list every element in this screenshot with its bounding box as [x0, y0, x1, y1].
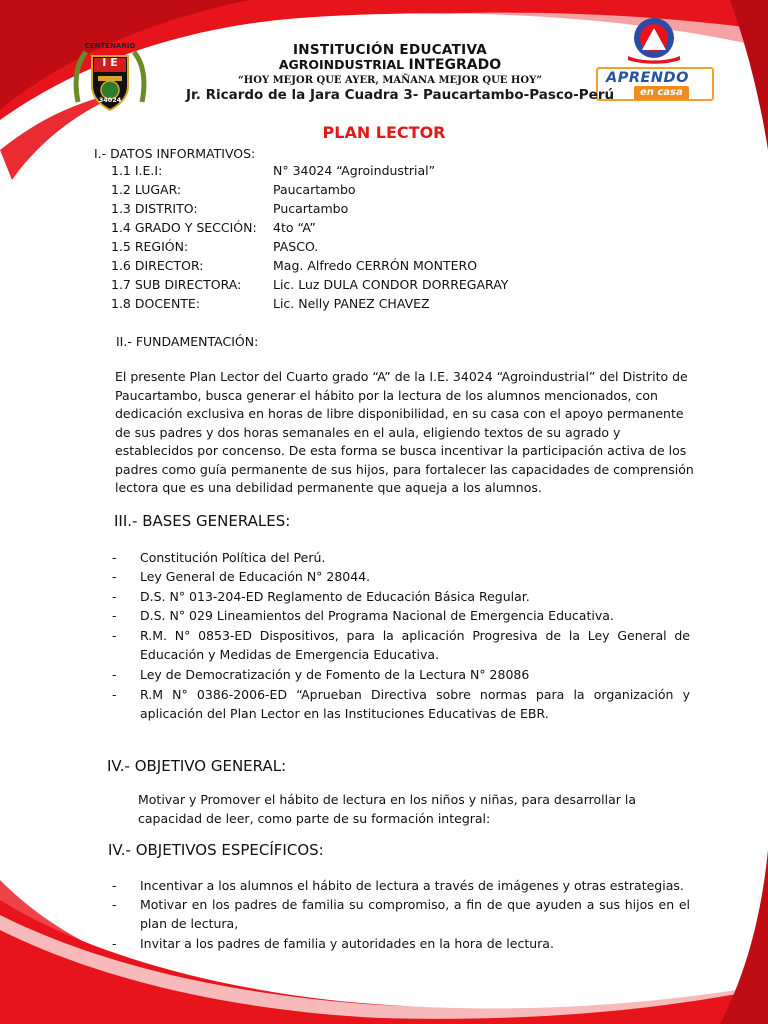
- list-item: [112, 895, 692, 934]
- list-item: [112, 685, 692, 724]
- list-dash: -: [112, 687, 117, 702]
- datos-value: PASCO.: [273, 239, 319, 254]
- objetivo-general-paragraph: [138, 791, 698, 828]
- list-item-text: Incentivar a los alumnos el hábito de lectura a través de imágenes y otras estrategias.: [140, 878, 684, 893]
- fundamentacion-heading: II.- FUNDAMENTACIÓN:: [116, 334, 259, 349]
- paragraph-line: El presente Plan Lector del Cuarto grado “A” de la I.E. 34024 “Agroindustrial” del Distrito de: [115, 369, 688, 384]
- paragraph-line: Motivar y Promover el hábito de lectura en los niños y niñas, para desarrollar la: [138, 792, 636, 807]
- logo-letters: I E: [102, 56, 118, 69]
- list-item: [112, 626, 692, 665]
- datos-row: [111, 258, 591, 277]
- paragraph-line: Paucartambo, busca generar el hábito por la lectura de los alumnos mencionados, con: [115, 387, 658, 403]
- document-title: PLAN LECTOR: [322, 123, 446, 142]
- list-dash: -: [112, 589, 117, 604]
- datos-row: [111, 163, 591, 182]
- datos-row: [111, 239, 591, 258]
- list-item-text: Ley General de Educación N° 28044.: [140, 569, 371, 584]
- datos-row: [111, 277, 591, 296]
- en-casa-tag: en casa: [634, 86, 689, 100]
- datos-row: [111, 296, 591, 315]
- aprendo-word: APRENDO: [606, 70, 689, 86]
- list-item: [112, 587, 692, 606]
- list-item-text: Constitución Política del Perú.: [140, 550, 326, 565]
- list-item: [112, 567, 692, 587]
- list-dash: -: [112, 628, 117, 643]
- bases-list: [112, 548, 692, 724]
- list-item: [112, 548, 692, 567]
- objetivos-especificos-heading: IV.- OBJETIVOS ESPECÍFICOS:: [108, 841, 324, 859]
- logo-number: 34024: [98, 96, 122, 104]
- datos-label: 1.1 I.E.I:: [111, 163, 163, 178]
- institution-motto: “HOY MEJOR QUE AYER, MAÑANA MEJOR QUE HOY”: [238, 75, 542, 86]
- list-dash: -: [112, 667, 117, 682]
- list-dash: -: [112, 897, 117, 912]
- datos-heading: I.- DATOS INFORMATIVOS:: [94, 146, 256, 161]
- list-item-text: Invitar a los padres de familia y autoridades en la hora de lectura.: [140, 936, 554, 951]
- list-dash: -: [112, 550, 117, 565]
- datos-label: 1.7 SUB DIRECTORA:: [111, 277, 242, 292]
- datos-label: 1.2 LUGAR:: [111, 182, 182, 197]
- datos-label: 1.3 DISTRITO:: [111, 201, 198, 216]
- datos-value: Paucartambo: [273, 182, 356, 197]
- datos-row: [111, 201, 591, 220]
- objetivo-general-heading: IV.- OBJETIVO GENERAL:: [107, 757, 287, 775]
- datos-label: 1.6 DIRECTOR:: [111, 258, 204, 273]
- paragraph-line: establecidos por concenso. De esta forma se busca incentivar la participación activa de los: [115, 443, 687, 458]
- list-item: [112, 876, 692, 895]
- datos-label: 1.4 GRADO Y SECCIÓN:: [111, 220, 257, 235]
- paragraph-line: padres como guía permanente de sus hijos, para fortalecer las capacidades de comprensión: [115, 461, 694, 477]
- datos-value: 4to “A”: [273, 220, 316, 235]
- datos-label: 1.5 REGIÓN:: [111, 239, 189, 254]
- objetivos-especificos-list: [112, 876, 692, 953]
- datos-value: N° 34024 “Agroindustrial”: [273, 163, 436, 178]
- list-item-text: D.S. N° 013-204-ED Reglamento de Educación Básica Regular.: [140, 589, 530, 604]
- datos-value: Pucartambo: [273, 201, 349, 216]
- emblem-logo: [622, 16, 686, 64]
- list-item-text: R.M. N° 0853-ED Dispositivos, para la aplicación Progresiva de la Ley General de Educación y Medidas de Emergencia Educativa.: [140, 628, 690, 662]
- list-dash: -: [112, 936, 117, 951]
- bases-heading: III.- BASES GENERALES:: [114, 512, 291, 530]
- institution-address: Jr. Ricardo de la Jara Cuadra 3- Paucartambo-Pasco-Perú: [186, 87, 615, 103]
- institution-name: INSTITUCIÓN EDUCATIVA: [292, 42, 488, 58]
- datos-value: Lic. Nelly PANEZ CHAVEZ: [273, 296, 430, 311]
- datos-value: Mag. Alfredo CERRÓN MONTERO: [273, 258, 478, 273]
- list-item-text: Ley de Democratización y de Fomento de la Lectura N° 28086: [140, 667, 530, 682]
- institution-subtitle-small: AGROINDUSTRIAL: [278, 57, 405, 72]
- logo-centenario-text: CENTENARIO: [84, 42, 136, 50]
- datos-label: 1.8 DOCENTE:: [111, 296, 201, 311]
- datos-table: [111, 163, 591, 315]
- list-dash: -: [112, 878, 117, 893]
- list-item: [112, 606, 692, 626]
- list-dash: -: [112, 608, 117, 623]
- paragraph-line: capacidad de leer, como parte de su formación integral:: [138, 810, 491, 826]
- list-item-text: Motivar en los padres de familia su compromiso, a fin de que ayuden a sus hijos en el plan de lectura,: [140, 897, 690, 931]
- datos-row: [111, 220, 591, 239]
- institution-subtitle-big: INTEGRADO: [408, 57, 502, 73]
- paragraph-line: lectora que es una debilidad permanente que aqueja a los alumnos.: [115, 480, 542, 495]
- paragraph-line: de sus padres y dos horas semanales en el aula, eligiendo textos de su agrado y: [115, 424, 621, 440]
- datos-row: [111, 182, 591, 201]
- institution-subtitle: [180, 57, 600, 73]
- list-item: [112, 934, 692, 953]
- list-item-text: R.M N° 0386-2006-ED “Aprueban Directiva sobre normas para la organización y aplicación del Plan Lector en las Instituciones Educativas de EBR.: [140, 687, 690, 721]
- paragraph-line: dedicación exclusiva en horas de libre disponibilidad, en su casa con el apoyo permanente: [115, 406, 684, 421]
- list-dash: -: [112, 569, 117, 584]
- school-crest-logo: [72, 42, 148, 114]
- fundamentacion-paragraph: [115, 368, 705, 498]
- list-item-text: D.S. N° 029 Lineamientos del Programa Nacional de Emergencia Educativa.: [140, 608, 614, 623]
- datos-value: Lic. Luz DULA CONDOR DORREGARAY: [273, 277, 509, 292]
- list-item: [112, 665, 692, 685]
